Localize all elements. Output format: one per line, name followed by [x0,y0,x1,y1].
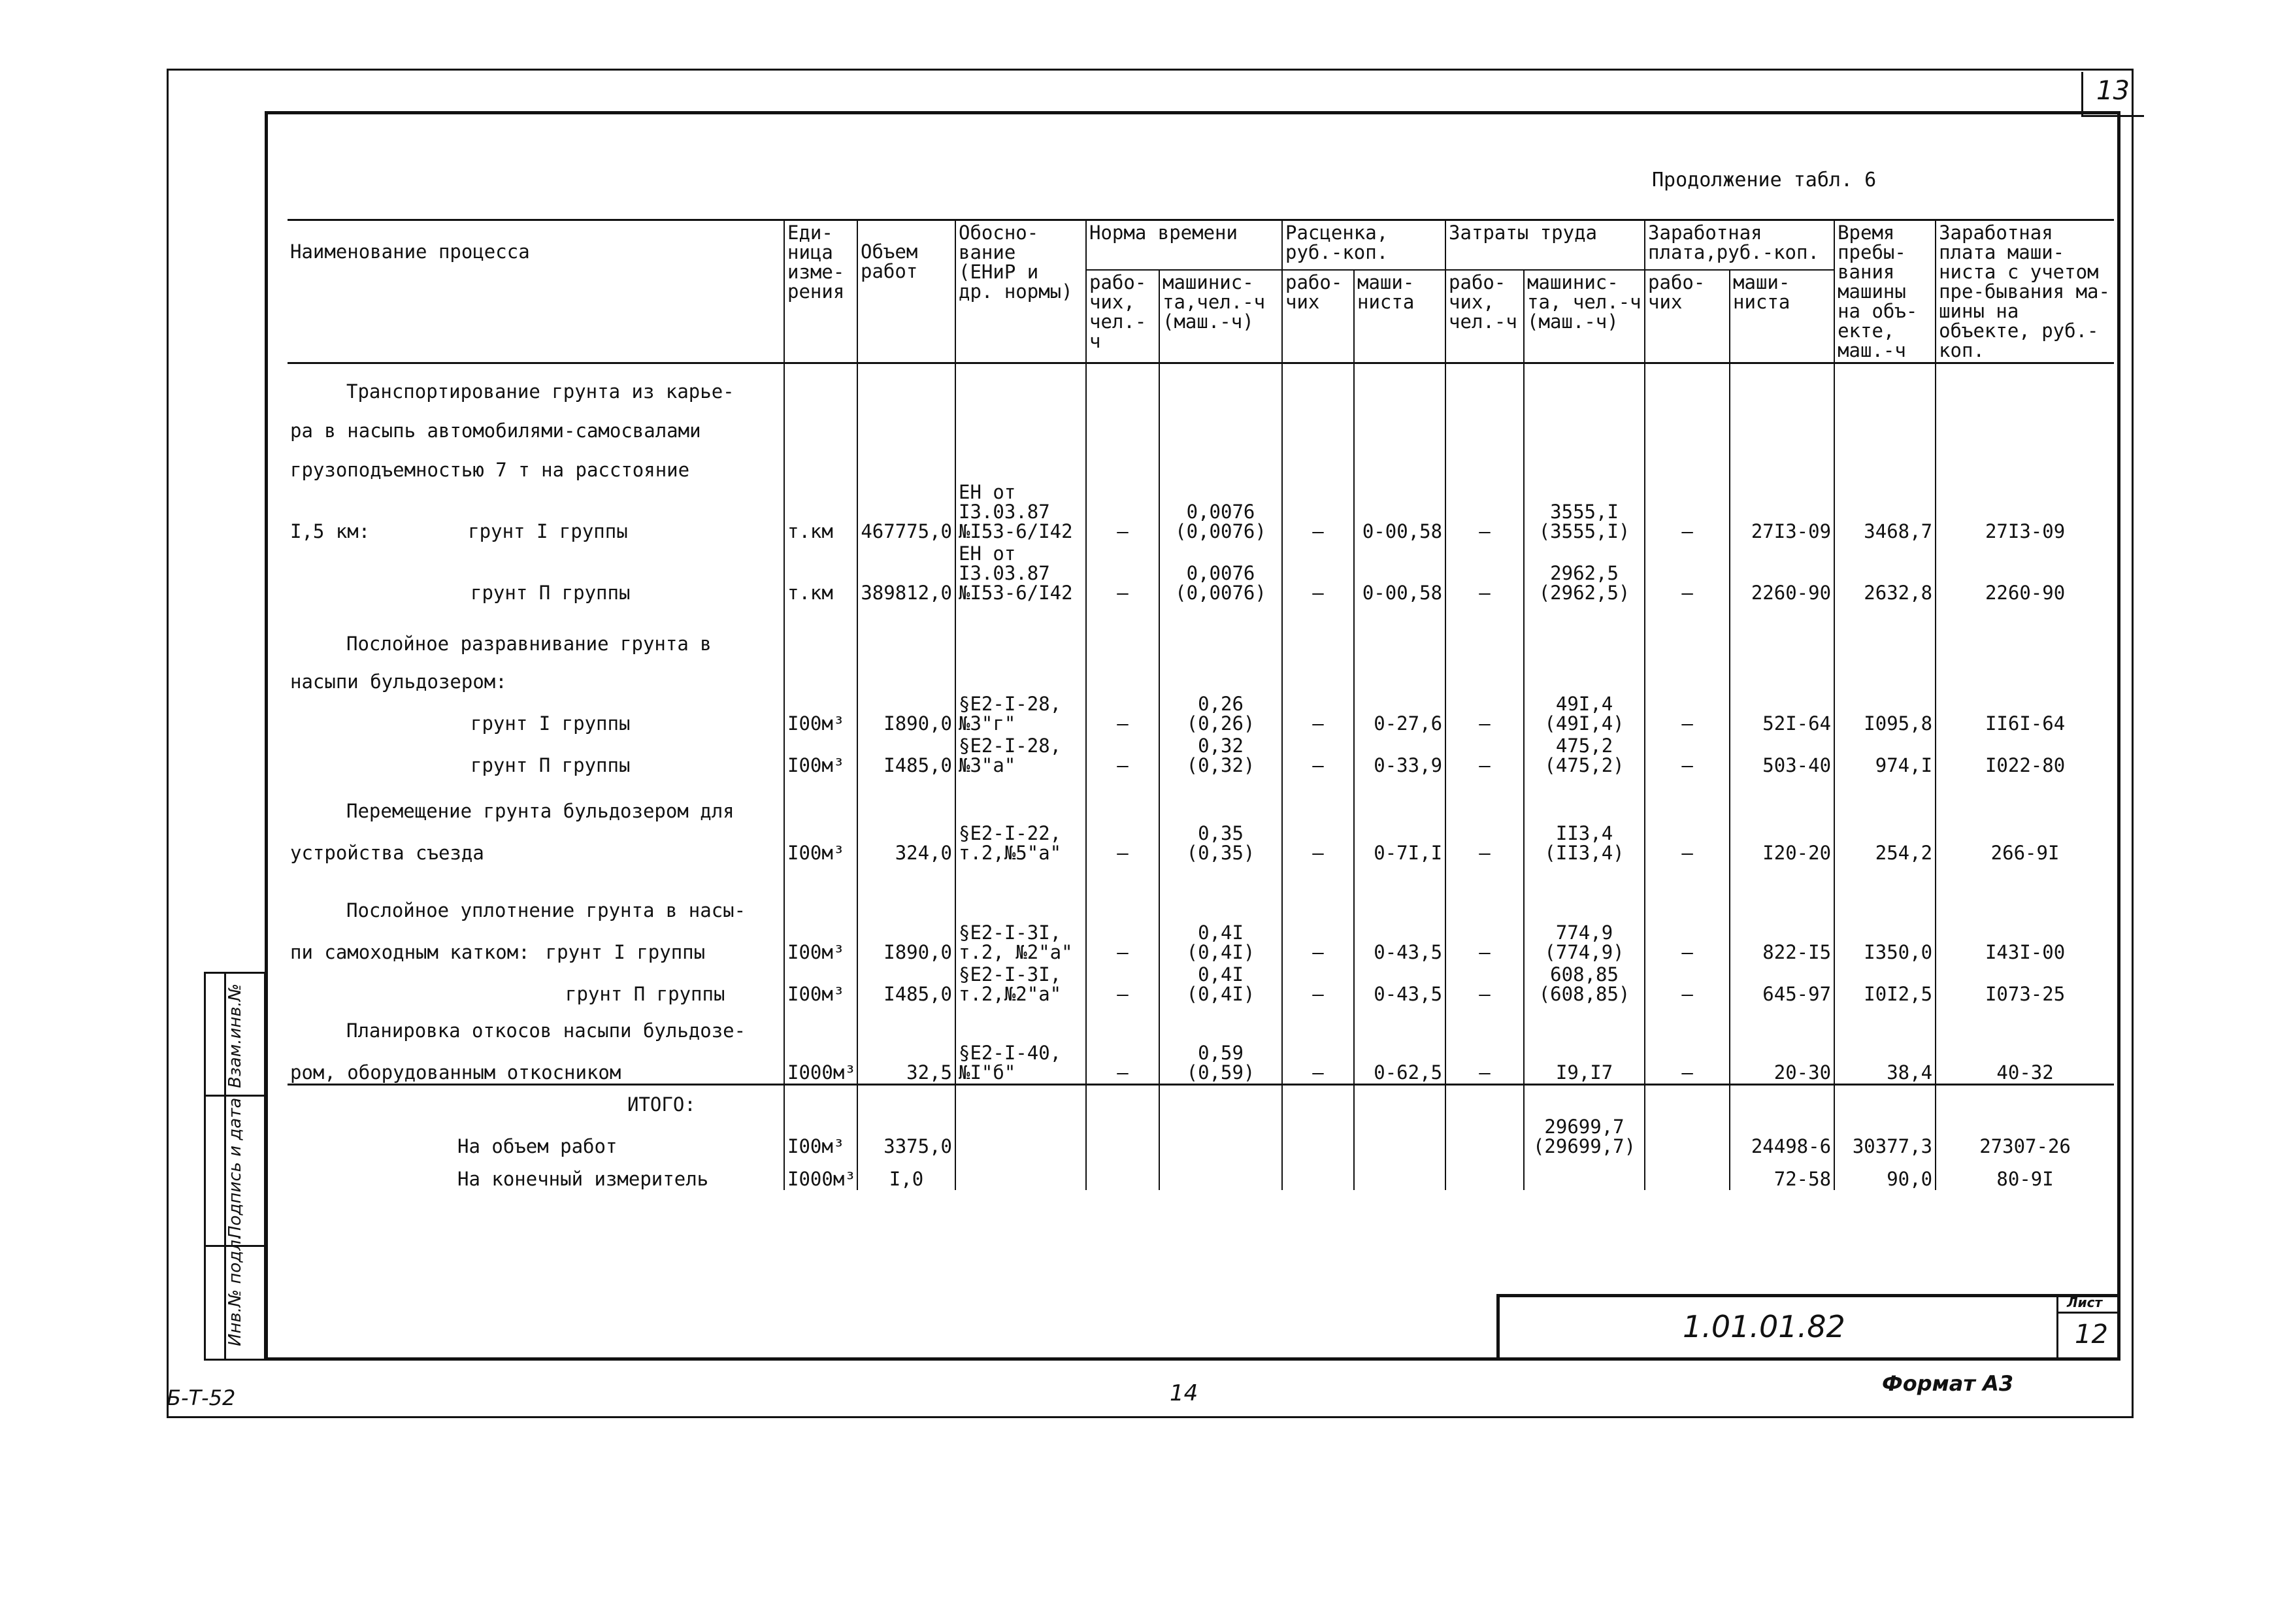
cell-wage-workers: – [1645,822,1730,864]
cell-wage-total: 80-9I [1936,1157,2114,1190]
cell-labor-workers: – [1445,735,1524,776]
cell-rate-workers: – [1282,963,1354,1005]
cell-volume: I485,0 [857,963,955,1005]
cell-volume: 389812,0 [857,542,955,604]
cell-wage-total: 266-9I [1936,822,2114,864]
cell-volume: 324,0 [857,822,955,864]
cell-wage-machinist: I20-20 [1730,822,1834,864]
totals-name: На объем работ [457,1135,618,1157]
cell-rate-workers: – [1282,1042,1354,1085]
cell-wage-workers: – [1645,921,1730,963]
col-wage: Заработная плата,руб.-коп. [1645,220,1834,270]
cell-time-stay: I350,0 [1834,921,1936,963]
cell-basis: §Е2-I-28, №3"г" [955,693,1086,735]
section-line: пи самоходным катком: [290,940,530,963]
cell-volume: I890,0 [857,693,955,735]
cell-wage-machinist: 20-30 [1730,1042,1834,1085]
cell-basis: §Е2-I-3I, т.2, №2"а" [955,921,1086,963]
cell-volume: 3375,0 [857,1116,955,1157]
cell-rate-machinist: 0-43,5 [1354,921,1445,963]
cell-wage-total: I43I-00 [1936,921,2114,963]
cell-rate-workers: – [1282,735,1354,776]
cell-wage-workers: – [1645,1042,1730,1085]
cell-volume: I,0 [857,1157,955,1190]
cell-volume: 32,5 [857,1042,955,1085]
list-label: Лист [2067,1295,2103,1310]
cell-norm-machinist: 0,4I (0,4I) [1159,963,1282,1005]
col-time-stay: Время пребы-вания машины на объ-екте, маш.-ч [1834,220,1936,363]
totals-title: ИТОГО: [627,1093,696,1116]
cell-unit: I000м³ [784,1157,857,1190]
col-unit: Еди-ница изме-рения [784,220,857,363]
col-norm-machinist: машинис-та,чел.-ч (маш.-ч) [1159,270,1282,363]
table-row [288,693,2114,735]
cell-rate-workers: – [1282,481,1354,542]
cell-wage-machinist: 645-97 [1730,963,1834,1005]
cell-labor-machinist: 475,2 (475,2) [1524,735,1645,776]
cell-unit: т.км [784,542,857,604]
cell-norm-machinist: 0,59 (0,59) [1159,1042,1282,1085]
section-line: Послойное уплотнение грунта в насы- [346,899,746,921]
sheet-number: 13 [2096,76,2130,106]
cell-norm-machinist: 0,32 (0,32) [1159,735,1282,776]
col-basis: Обосно-вание (ЕНиР и др. нормы) [955,220,1086,363]
table-row [288,735,2114,776]
table-row [288,542,2114,604]
cell-time-stay: 30377,3 [1834,1116,1936,1157]
cell-wage-workers: – [1645,481,1730,542]
cell-labor-workers: – [1445,542,1524,604]
section-line: грузоподъемностью 7 т на расстояние [290,458,690,481]
cell-wage-total: II6I-64 [1936,693,2114,735]
cell-labor-machinist: 3555,I (3555,I) [1524,481,1645,542]
cell-time-stay: 3468,7 [1834,481,1936,542]
footer-page: 14 [1170,1380,1198,1406]
cell-norm-workers: – [1086,693,1159,735]
sidebar-replace-inv: Взам.инв.№ [225,984,245,1088]
continuation-label: Продолжение табл. 6 [1652,169,1877,191]
cell-wage-total: 2260-90 [1936,542,2114,604]
col-process: Наименование процесса [288,220,784,363]
col-labor-machinist: машинис-та, чел.-ч (маш.-ч) [1524,270,1645,363]
col-wage-workers: рабо-чих [1645,270,1730,363]
title-block [1496,1294,2120,1359]
cell-labor-workers: – [1445,822,1524,864]
list-number: 12 [2075,1319,2108,1350]
section-line: Планировка откосов насыпи бульдозе- [346,1019,746,1042]
cell-norm-machinist: 0,0076 (0,0076) [1159,481,1282,542]
cell-wage-workers: – [1645,693,1730,735]
section-line: устройства съезда [290,841,484,864]
totals-name: На конечный измеритель [457,1168,709,1190]
cell-time-stay: 974,I [1834,735,1936,776]
col-volume: Объем работ [857,220,955,363]
cell-basis: §Е2-I-22, т.2,№5"а" [955,822,1086,864]
cell-labor-machinist: II3,4 (II3,4) [1524,822,1645,864]
left-sidebar-stamp [204,972,266,1361]
cell-wage-total: 27I3-09 [1936,481,2114,542]
cell-norm-machinist: 0,35 (0,35) [1159,822,1282,864]
cell-labor-machinist: 49I,4 (49I,4) [1524,693,1645,735]
cell-labor-machinist: 774,9 (774,9) [1524,921,1645,963]
cell-wage-machinist: 822-I5 [1730,921,1834,963]
cell-unit: I00м³ [784,963,857,1005]
cell-norm-workers: – [1086,1042,1159,1085]
cell-time-stay: 2632,8 [1834,542,1936,604]
section-line: ра в насыпь автомобилями-самосвалами [290,419,701,442]
table-row [288,963,2114,1005]
cell-unit: I00м³ [784,735,857,776]
section-line: ром, оборудованным откосником [288,1042,784,1085]
cell-norm-machinist: 0,0076 (0,0076) [1159,542,1282,604]
cell-rate-machinist: 0-27,6 [1354,693,1445,735]
cell-wage-workers: – [1645,542,1730,604]
cell-wage-workers: – [1645,735,1730,776]
cell-norm-workers: – [1086,481,1159,542]
cell-rate-machinist: 0-33,9 [1354,735,1445,776]
cell-labor-workers: – [1445,963,1524,1005]
cell-wage-total: 27307-26 [1936,1116,2114,1157]
cell-norm-workers: – [1086,822,1159,864]
row-name: грунт I группы [470,712,631,735]
table-row [288,921,2114,963]
col-wage-machinist: маши-ниста [1730,270,1834,363]
cell-wage-machinist: 72-58 [1730,1157,1834,1190]
cell-volume: I485,0 [857,735,955,776]
cell-labor-machinist: 2962,5 (2962,5) [1524,542,1645,604]
sidebar-signature: Подпись и дата [225,1097,245,1238]
footer-format: Формат А3 [1882,1371,2014,1396]
cell-wage-total: I073-25 [1936,963,2114,1005]
row-name: грунт П группы [470,581,631,604]
col-labor: Затраты труда [1445,220,1645,270]
cell-unit: I000м³ [784,1042,857,1085]
cell-labor-workers: – [1445,1042,1524,1085]
cell-norm-workers: – [1086,735,1159,776]
row-name: грунт I группы [545,940,706,963]
col-rate-workers: рабо-чих [1282,270,1354,363]
cell-unit: т.км [784,481,857,542]
cell-labor-workers: – [1445,921,1524,963]
cell-basis: §Е2-I-3I, т.2,№2"а" [955,963,1086,1005]
cell-basis: ЕН от I3.03.87 №I53-6/I42 [955,542,1086,604]
totals-row [288,1116,2114,1157]
cell-wage-machinist: 2260-90 [1730,542,1834,604]
cell-rate-workers: – [1282,542,1354,604]
cell-rate-workers: – [1282,921,1354,963]
cell-norm-machinist: 0,4I (0,4I) [1159,921,1282,963]
work-table [288,219,2114,1190]
cell-wage-machinist: 52I-64 [1730,693,1834,735]
cell-labor-machinist: 608,85 (608,85) [1524,963,1645,1005]
col-rate: Расценка, руб.-коп. [1282,220,1445,270]
totals-row [288,1157,2114,1190]
cell-basis: §Е2-I-28, №3"а" [955,735,1086,776]
section-line: Послойное разравнивание грунта в [346,632,712,655]
cell-volume: I890,0 [857,921,955,963]
cell-wage-total: I022-80 [1936,735,2114,776]
row-name: грунт П группы [565,982,725,1005]
section-line: Перемещение грунта бульдозером для [346,799,734,822]
footer-left: Б-Т-52 [167,1385,236,1410]
cell-rate-machinist: 0-7I,I [1354,822,1445,864]
cell-norm-workers: – [1086,921,1159,963]
cell-wage-workers: – [1645,963,1730,1005]
row-name: грунт I группы [468,520,628,542]
cell-labor-workers: – [1445,693,1524,735]
sidebar-inv-no: Инв.№ подл. [225,1234,245,1346]
cell-basis: ЕН от I3.03.87 №I53-6/I42 [955,481,1086,542]
cell-volume: 467775,0 [857,481,955,542]
cell-rate-workers: – [1282,822,1354,864]
cell-basis: §Е2-I-40, №I"б" [955,1042,1086,1085]
cell-time-stay: 38,4 [1834,1042,1936,1085]
col-wage-total: Заработная плата маши-ниста с учетом пре-бывания ма-шины на объекте, руб.-коп. [1936,220,2114,363]
cell-wage-machinist: 503-40 [1730,735,1834,776]
section-line: Транспортирование грунта из карье- [346,380,734,403]
cell-unit: I00м³ [784,693,857,735]
cell-wage-machinist: 27I3-09 [1730,481,1834,542]
cell-norm-workers: – [1086,542,1159,604]
cell-norm-machinist: 0,26 (0,26) [1159,693,1282,735]
cell-norm-workers: – [1086,963,1159,1005]
cell-labor-machinist: I9,I7 [1524,1042,1645,1085]
cell-unit: I00м³ [784,822,857,864]
cell-time-stay: I0I2,5 [1834,963,1936,1005]
row-name: грунт П группы [470,754,631,776]
section-line: насыпи бульдозером: [290,670,507,693]
cell-time-stay: 90,0 [1834,1157,1936,1190]
col-labor-workers: рабо-чих, чел.-ч [1445,270,1524,363]
cell-rate-machinist: 0-62,5 [1354,1042,1445,1085]
cell-unit: I00м³ [784,921,857,963]
col-norm-workers: рабо-чих, чел.-ч [1086,270,1159,363]
cell-rate-workers: – [1282,693,1354,735]
cell-rate-machinist: 0-00,58 [1354,542,1445,604]
table-row [288,481,2114,542]
col-rate-machinist: маши-ниста [1354,270,1445,363]
sheet-number-box [2081,72,2144,117]
section-line: I,5 км: [290,520,371,542]
cell-rate-machinist: 0-43,5 [1354,963,1445,1005]
cell-unit: I00м³ [784,1116,857,1157]
cell-wage-machinist: 24498-6 [1730,1116,1834,1157]
cell-wage-total: 40-32 [1936,1042,2114,1085]
cell-labor-machinist: 29699,7 (29699,7) [1524,1116,1645,1157]
table-row [288,822,2114,864]
document-code: 1.01.01.82 [1683,1309,1845,1344]
cell-labor-workers: – [1445,481,1524,542]
col-norm-time: Норма времени [1086,220,1282,270]
table-row [288,1042,2114,1085]
cell-rate-machinist: 0-00,58 [1354,481,1445,542]
cell-time-stay: I095,8 [1834,693,1936,735]
cell-time-stay: 254,2 [1834,822,1936,864]
